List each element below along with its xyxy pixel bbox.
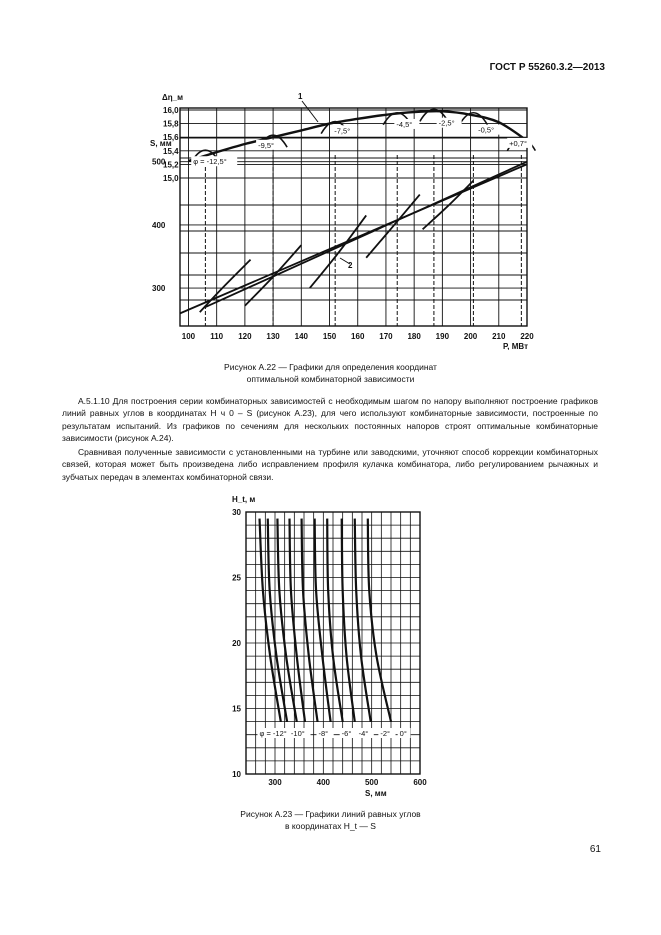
f22-caption-line2: оптимальной комбинаторной зависимости — [246, 374, 415, 384]
f22-callout-2: 2 — [348, 261, 353, 270]
f22-angle-label: -2,5° — [438, 118, 455, 128]
f22-x-tick: 130 — [266, 332, 280, 341]
f23-angle-label: φ = -12° — [259, 729, 287, 739]
f23-x-tick: 400 — [316, 778, 331, 787]
f22-x-axis-label: P, МВт — [503, 342, 529, 350]
f22-angle-label: +0,7° — [509, 138, 527, 148]
f23-angle-label: -8° — [318, 729, 329, 739]
f22-x-tick: 190 — [435, 332, 450, 341]
f22-x-tick: 110 — [210, 332, 224, 341]
f22-callout-1-leader — [302, 101, 318, 122]
paragraph-a5-1-10: А.5.1.10 Для построения серии комбинаторных зависимостей с необходимым шагом по напору выполняют построение графиков линий равных углов в координатах H ч 0 – S (рисунок А.23), для чего используют комбинаторные зависимости, построенные по результатам испытаний. Из графиков по сечениям для нескольких постоянных напоров строят оптимальные комбинаторные зависимости (рисунок А.24). — [62, 396, 598, 443]
f22-frame — [180, 108, 527, 326]
figure-a23-chart — [215, 490, 440, 800]
f23-y-tick: 25 — [232, 573, 241, 583]
f22-x-tick: 100 — [181, 332, 196, 341]
f22-angle-label: -9,5° — [258, 140, 275, 150]
f23-x-axis-label: S, мм — [365, 789, 387, 798]
f22-y2-tick: 15,6 — [163, 133, 179, 143]
f22-y2-tick: 15,2 — [163, 160, 179, 170]
f23-angle-label: 0° — [399, 729, 407, 739]
f23-angle-label: -6° — [341, 729, 352, 739]
f22-line-2 — [180, 164, 527, 313]
f22-y2-tick: 16,0 — [163, 106, 179, 115]
f22-right-axis-label: Δη_м — [162, 93, 184, 102]
f22-grid — [180, 108, 527, 326]
f22-y2-tick: 15,8 — [163, 119, 179, 129]
f22-y-tick: 300 — [152, 284, 166, 294]
f23-y-tick: 20 — [232, 639, 241, 648]
f22-x-tick: 120 — [238, 332, 252, 341]
f22-caption-line1: Рисунок А.22 — Графики для определения координат — [224, 362, 437, 372]
f22-angle-label: -7,5° — [334, 126, 351, 136]
f22-angle-label: φ = -12,5° — [193, 157, 227, 167]
f23-angle-curve — [327, 519, 342, 722]
f23-y-tick: 15 — [232, 704, 241, 714]
f22-crossing-curve — [366, 195, 420, 258]
f23-y-tick: 30 — [232, 508, 241, 517]
figure-a22-chart — [120, 85, 560, 350]
f23-x-tick: 600 — [413, 778, 427, 787]
f23-x-tick: 300 — [268, 778, 282, 787]
f23-x-tick: 500 — [364, 778, 379, 787]
f22-x-tick: 210 — [492, 332, 506, 341]
f22-x-tick: 140 — [294, 332, 308, 341]
paragraph-comparison: Сравнивая полученные зависимости с установленными на турбине или заводскими, уточняют способ коррекции комбинаторных связей, которая может быть произведена либо исправлением профиля кулачка комбинатора, либо регулированием рычажных и зубчатых передач в элементах комбинаторной связи. — [62, 447, 598, 482]
f22-angle-label: -0,5° — [478, 125, 495, 135]
f23-angle-label: -10° — [290, 729, 305, 739]
f22-line-2 — [205, 162, 527, 307]
page-number: 61 — [589, 844, 601, 855]
f23-angle-curve — [342, 519, 355, 722]
f22-x-tick: 180 — [407, 332, 421, 341]
f23-y-tick: 10 — [232, 770, 241, 779]
f22-y-tick: 500 — [152, 157, 166, 167]
f22-x-tick: 220 — [520, 332, 534, 341]
f22-x-tick: 160 — [351, 332, 365, 341]
f22-x-tick: 200 — [463, 332, 478, 341]
f23-angle-label: -2° — [380, 729, 391, 739]
f22-callout-1: 1 — [298, 92, 303, 101]
f22-x-tick: 150 — [322, 332, 337, 341]
f23-angle-label: -4° — [358, 729, 369, 739]
f22-x-tick: 170 — [379, 332, 393, 341]
f22-y2-tick: 15,4 — [163, 146, 179, 156]
f23-caption-line2: в координатах H_t — S — [285, 821, 376, 831]
f22-y-tick: 400 — [152, 220, 166, 230]
f22-left-axis-label: S, мм — [150, 139, 172, 148]
standard-header: ГОСТ Р 55260.3.2—2013 — [489, 62, 605, 73]
f22-y2-tick: 15,0 — [163, 174, 179, 183]
f23-y-axis-label: H_t, м — [232, 495, 256, 504]
f23-caption-line1: Рисунок А.23 — Графики линий равных углов — [240, 809, 421, 819]
f22-angle-label: -4,5° — [396, 119, 413, 129]
